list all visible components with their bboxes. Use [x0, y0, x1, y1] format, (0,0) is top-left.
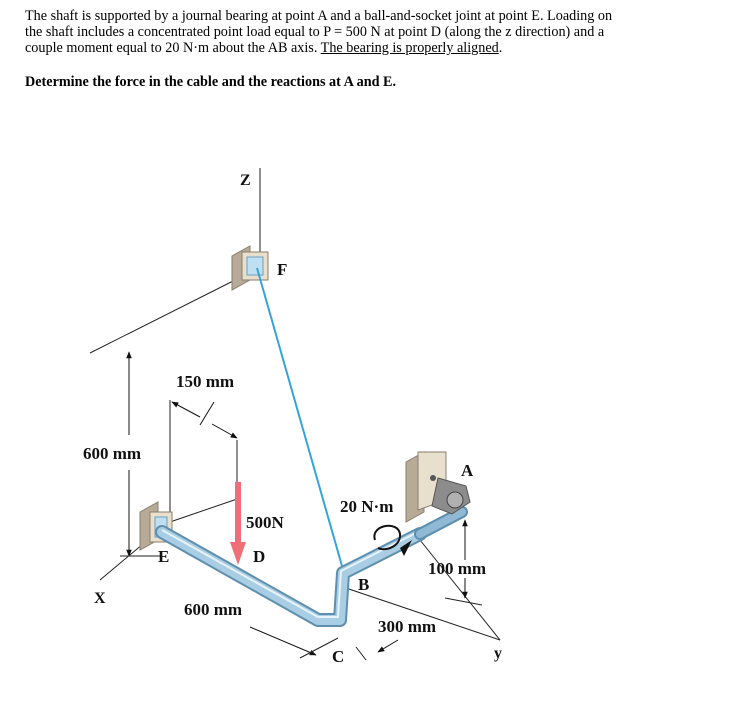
- moment-label: 20 N·m: [340, 497, 394, 516]
- dim-100-label: 100 mm: [428, 559, 487, 578]
- point-b-label: B: [358, 575, 370, 594]
- point-e-label: E: [158, 547, 170, 566]
- dim-150-line-right: [212, 424, 237, 438]
- dim-300-label: 300 mm: [378, 617, 437, 636]
- cable-anchor-f: [232, 246, 268, 290]
- top-construction-line: [90, 275, 245, 353]
- point-d-label: D: [253, 547, 266, 566]
- dim-150-tick: [200, 402, 214, 425]
- point-a-label: A: [461, 461, 474, 480]
- question-text: Determine the force in the cable and the reactions at A and E.: [25, 74, 397, 90]
- y-axis-label: y: [494, 645, 502, 662]
- point-f-label: F: [277, 260, 288, 279]
- dim-150-line: [172, 402, 200, 417]
- problem-line-3-text: couple moment equal to 20 N·m about the AB axis.: [25, 40, 321, 56]
- load-arrow-500n: [230, 482, 246, 565]
- dim-600-shaft-line: [250, 627, 316, 655]
- problem-line-3-end: .: [498, 40, 503, 56]
- dim-300-extension: [356, 647, 366, 660]
- bearing-aligned-note: The bearing is properly aligned: [320, 40, 499, 56]
- dim-100-extension: [445, 598, 482, 605]
- point-c-label: C: [332, 647, 345, 666]
- problem-line-2: the shaft includes a concentrated point load equal to P = 500 N at point D (along the z direction) and a: [25, 24, 605, 40]
- load-label: 500N: [246, 513, 284, 532]
- dim-600-height-label: 600 mm: [83, 444, 142, 463]
- x-axis-label: X: [94, 590, 106, 607]
- dim-300-line: [378, 640, 398, 652]
- e-to-d-reference-line: [170, 498, 240, 522]
- dim-150-label: 150 mm: [176, 372, 235, 391]
- z-axis-label: Z: [240, 172, 251, 189]
- problem-line-1: The shaft is supported by a journal bearing at point A and a ball-and-socket joint at point E. Loading on: [25, 8, 613, 24]
- dim-600-shaft-label: 600 mm: [184, 600, 243, 619]
